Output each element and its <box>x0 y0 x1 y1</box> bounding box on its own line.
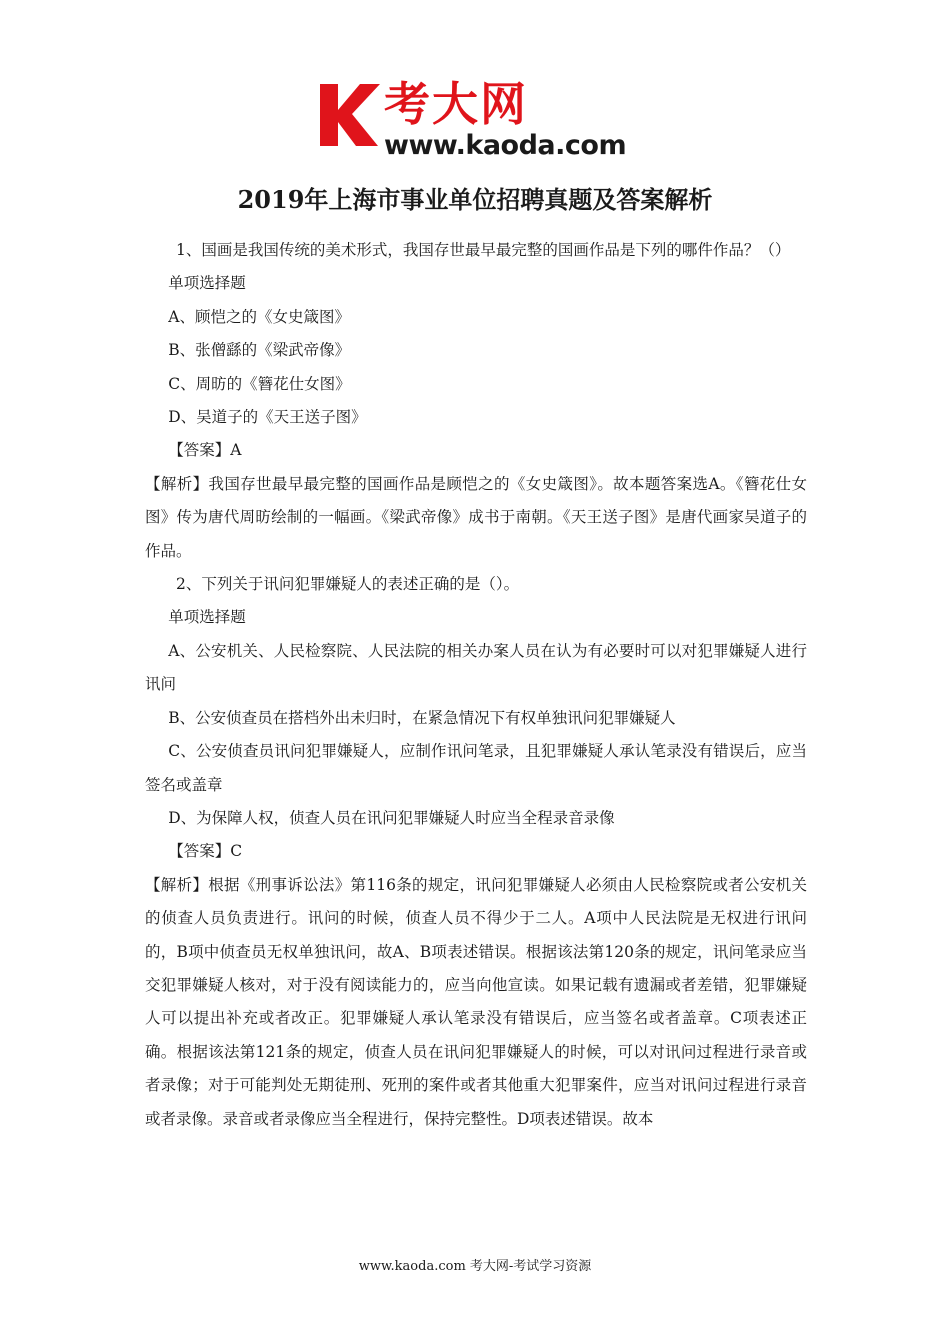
q2-option-c: C、公安侦查员讯问犯罪嫌疑人，应制作讯问笔录，且犯罪嫌疑人承认笔录没有错误后，应当签名或盖章 <box>145 742 807 794</box>
q2-option-d: D、为保障人权，侦查人员在讯问犯罪嫌疑人时应当全程录音录像 <box>168 808 615 827</box>
k-logo-icon <box>318 80 382 148</box>
page-title: 2019年上海市事业单位招聘真题及答案解析 <box>237 185 713 214</box>
q2-question: 2、下列关于讯问犯罪嫌疑人的表述正确的是（）。 <box>176 575 520 594</box>
logo-chinese-text: 考大网 <box>384 77 528 131</box>
kaoda-logo <box>318 77 638 161</box>
logo-url-text: www.kaoda.com <box>384 130 627 161</box>
q2-analysis: 【解析】根据《刑事诉讼法》第116条的规定，讯问犯罪嫌疑人必须由人民检察院或者公安机关的侦查人员负责进行。讯问的时候，侦查人员不得少于二人。A项中人民法院是无权进行讯问的，B项中侦查员无权单独讯问，故A、B项表述错误。根据该法第120条的规定，讯问笔录应当交犯罪嫌疑人核对，对于没有阅读能力的，应当向他宣读。如果记载有遗漏或者差错，犯罪嫌疑人可以提出补充或者改正。犯罪嫌疑人承认笔录没有错误后，应当签名或者盖章。C项表述正确。根据该法第121条的规定，侦查人员在讯问犯罪嫌疑人的时候，可以对讯问过程进行录音或者录像；对于可能判处无期徒刑、死刑的案件或者其他重大犯罪案件，应当对讯问过程进行录音或者录像。录音或者录像应当全程进行，保持完整性。D项表述错误。故本 <box>145 875 807 1128</box>
q2-option-b: B、公安侦查员在搭档外出未归时，在紧急情况下有权单独讯问犯罪嫌疑人 <box>168 708 676 727</box>
q1-option-d: D、吴道子的《天王送子图》 <box>168 408 367 427</box>
q1-type: 单项选择题 <box>168 274 246 293</box>
q1-option-a: A、顾恺之的《女史箴图》 <box>168 307 350 326</box>
q1-option-b: B、张僧繇的《梁武帝像》 <box>168 341 351 360</box>
q2-type: 单项选择题 <box>168 608 246 627</box>
q1-answer: 【答案】A <box>168 441 242 460</box>
page-footer: www.kaoda.com 考大网-考试学习资源 <box>358 1259 592 1274</box>
q1-option-c: C、周昉的《簪花仕女图》 <box>168 374 351 393</box>
document-body <box>145 234 807 1136</box>
q1-analysis: 【解析】我国存世最早最完整的国画作品是顾恺之的《女史箴图》。故本题答案选A。《簪花仕女图》传为唐代周昉绘制的一幅画。《梁武帝像》成书于南朝。《天王送子图》是唐代画家吴道子的作品。 <box>145 474 807 560</box>
q2-option-a: A、公安机关、人民检察院、人民法院的相关办案人员在认为有必要时可以对犯罪嫌疑人进行讯问 <box>145 641 807 694</box>
q1-question: 1、国画是我国传统的美术形式，我国存世最早最完整的国画作品是下列的哪件作品？（） <box>176 241 791 259</box>
q2-answer: 【答案】C <box>168 842 243 861</box>
